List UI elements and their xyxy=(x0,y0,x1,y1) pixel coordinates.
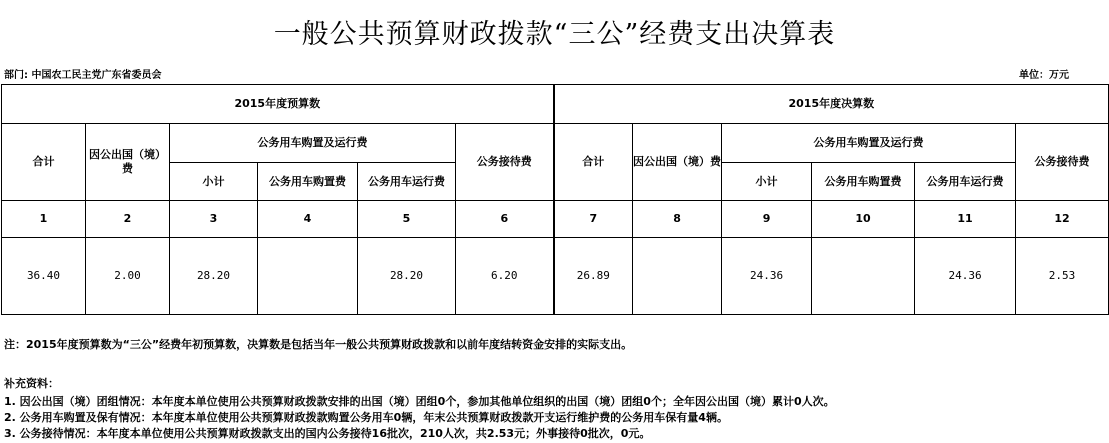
value-cell xyxy=(258,238,358,315)
value-cell: 24.36 xyxy=(915,238,1016,315)
budget-operation-header: 公务用车运行费 xyxy=(358,163,456,201)
budget-header: 2015年度预算数 xyxy=(2,85,554,124)
final-header: 2015年度决算数 xyxy=(554,85,1109,124)
col-number: 10 xyxy=(812,201,915,238)
final-operation-header: 公务用车运行费 xyxy=(915,163,1016,201)
budget-reception-header: 公务接待费 xyxy=(456,124,554,201)
supplement-item-reception: 3. 公务接待情况：本年度本单位使用公共预算财政拨款支出的国内公务接待16批次，210人次，共2.53元；外事接待0批次，0元。 xyxy=(4,427,651,440)
col-number: 11 xyxy=(915,201,1016,238)
budget-vehicle-group-header: 公务用车购置及运行费 xyxy=(170,124,456,163)
col-number: 2 xyxy=(86,201,170,238)
value-cell: 26.89 xyxy=(554,238,633,315)
budget-abroad-header: 因公出国（境）费 xyxy=(86,124,170,201)
value-cell: 24.36 xyxy=(722,238,812,315)
col-number: 4 xyxy=(258,201,358,238)
final-vehicle-group-header: 公务用车购置及运行费 xyxy=(722,124,1016,163)
final-purchase-header: 公务用车购置费 xyxy=(812,163,915,201)
value-cell: 36.40 xyxy=(2,238,86,315)
value-cell: 6.20 xyxy=(456,238,554,315)
final-subtotal-header: 小计 xyxy=(722,163,812,201)
unit-label: 单位：万元 xyxy=(1019,70,1069,81)
final-total-header: 合计 xyxy=(554,124,633,201)
supplement-title: 补充资料： xyxy=(4,377,59,390)
col-number: 8 xyxy=(633,201,722,238)
report-title: 一般公共预算财政拨款“三公”经费支出决算表 xyxy=(273,19,836,50)
col-number: 5 xyxy=(358,201,456,238)
value-cell xyxy=(633,238,722,315)
value-cell: 28.20 xyxy=(358,238,456,315)
col-number: 12 xyxy=(1016,201,1109,238)
col-number: 7 xyxy=(554,201,633,238)
col-number: 1 xyxy=(2,201,86,238)
col-number: 6 xyxy=(456,201,554,238)
budget-total-header: 合计 xyxy=(2,124,86,201)
budget-subtotal-header: 小计 xyxy=(170,163,258,201)
value-cell: 28.20 xyxy=(170,238,258,315)
final-reception-header: 公务接待费 xyxy=(1016,124,1109,201)
value-cell: 2.00 xyxy=(86,238,170,315)
final-abroad-header: 因公出国（境）费 xyxy=(633,124,722,201)
value-cell xyxy=(812,238,915,315)
footnote: 注：2015年度预算数为“三公”经费年初预算数，决算数是包括当年一般公共预算财政拨款和以前年度结转资金安排的实际支出。 xyxy=(4,338,633,351)
col-number: 9 xyxy=(722,201,812,238)
supplement-item-abroad: 1. 因公出国（境）团组情况：本年度本单位使用公共预算财政拨款安排的出国（境）团组0个，参加其他单位组织的出国（境）团组0个；全年因公出国（境）累计0人次。 xyxy=(4,395,835,408)
department-label: 部门: 中国农工民主党广东省委员会 xyxy=(4,70,162,81)
col-number: 3 xyxy=(170,201,258,238)
expenditure-table xyxy=(1,84,1109,315)
value-cell: 2.53 xyxy=(1016,238,1109,315)
supplement-item-vehicle: 2. 公务用车购置及保有情况：本年度本单位使用公共预算财政拨款购置公务用车0辆，年末公共预算财政拨款开支运行维护费的公务用车保有量4辆。 xyxy=(4,411,728,424)
budget-purchase-header: 公务用车购置费 xyxy=(258,163,358,201)
